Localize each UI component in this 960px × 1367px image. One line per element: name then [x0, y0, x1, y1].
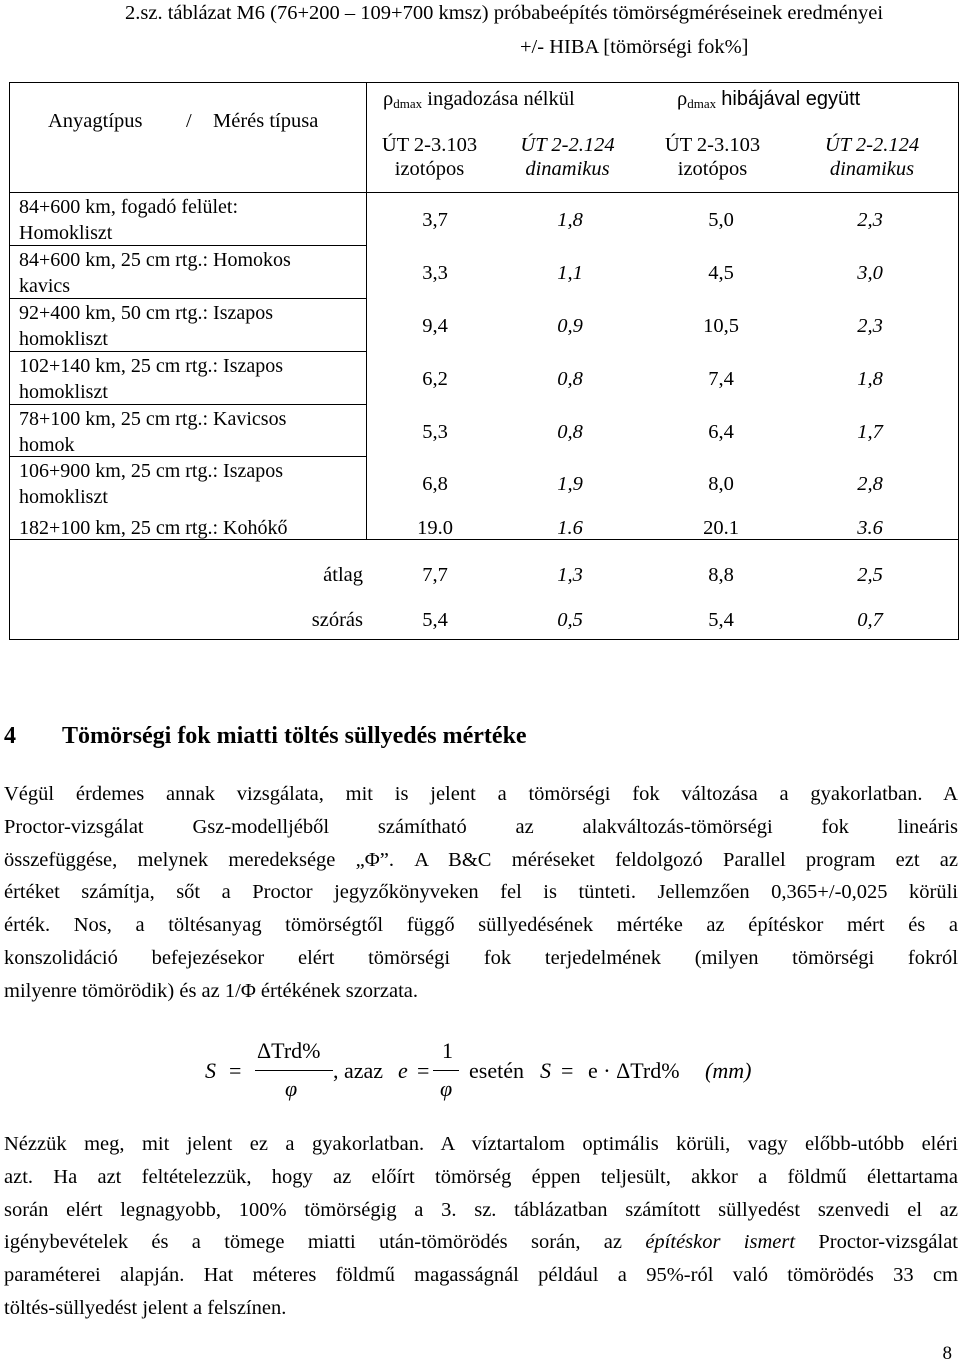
paragraph-line: értéket számítja, sőt a Proctor jegyzőkönyveken fel is tünteti. Jellemzően 0,365+/-0,025 körüli	[4, 881, 958, 904]
rho-subscript: dmax	[687, 96, 717, 111]
table-cell: 20.1	[703, 517, 739, 539]
formula-eseten: esetén	[469, 1058, 524, 1083]
koho-row-label: 182+100 km, 25 cm rtg.: Kohókő	[19, 517, 288, 539]
summary-label-szoras: szórás	[311, 609, 363, 631]
settlement-formula	[205, 1038, 765, 1108]
row-label: 84+600 km, fogadó felület: Homokliszt	[19, 196, 239, 244]
table-cell: 0,7	[857, 609, 883, 631]
formula-e: e	[398, 1058, 408, 1083]
rho-symbol: ρ	[383, 88, 394, 110]
table-cell: 1,9	[557, 473, 583, 495]
table-cell: 2,3	[857, 209, 883, 231]
formula-numerator-1: ΔTrd%	[257, 1038, 321, 1063]
formula-denominator-1: φ	[285, 1076, 298, 1101]
section-number: 4	[4, 723, 16, 749]
summary-label-atlag: átlag	[323, 564, 363, 586]
row-label: 78+100 km, 25 cm rtg.: Kavicsos homok	[19, 408, 287, 456]
table-cell: 0,5	[557, 609, 583, 631]
col-header-3	[655, 133, 770, 181]
table-cell: 1,8	[557, 209, 583, 231]
table-cell: 1,8	[857, 368, 883, 390]
formula-s: S	[205, 1058, 216, 1083]
group-header-2	[677, 87, 860, 116]
section-heading	[4, 723, 527, 750]
paragraph-line: Proctor-vizsgálat Gsz-modelljéből számítható az alakváltozás-tömörségi fok lineáris	[4, 815, 958, 838]
row-label: 102+140 km, 25 cm rtg.: Iszapos homokliszt	[19, 355, 284, 403]
table-cell: 10,5	[703, 315, 739, 337]
fraction-bar	[433, 1070, 459, 1071]
table-cell: 3.6	[857, 517, 883, 539]
rho-subscript: dmax	[393, 96, 423, 111]
col-header-2	[510, 133, 625, 181]
section-title: Tömörségi fok miatti töltés süllyedés mértéke	[62, 723, 527, 749]
formula-equals-3: =	[561, 1058, 574, 1083]
table-cell: 1,3	[557, 564, 583, 586]
table-cell: 3,7	[422, 209, 448, 231]
formula-denominator-2: φ	[440, 1076, 453, 1101]
formula-equals: =	[229, 1058, 242, 1083]
col-header-standard: ÚT 2-3.103	[664, 134, 761, 156]
group-header-2-text: hibájával együtt	[721, 88, 861, 110]
table-cell: 0,8	[557, 421, 583, 443]
col-header-method: izotópos	[394, 158, 465, 180]
fraction-bar	[255, 1070, 333, 1071]
formula-equals-2: =	[417, 1058, 430, 1083]
table-cell: 2,5	[857, 564, 883, 586]
paragraph-line: töltés-süllyedést jelent a felszínen.	[4, 1296, 287, 1319]
table-cell: 2,3	[857, 315, 883, 337]
formula-rhs: e · ΔTrd%	[588, 1058, 680, 1083]
paragraph-line: azt. Ha azt feltételezzük, hogy az előírt tömörség éppen teljesült, akkor a földmű élettartama	[4, 1165, 958, 1188]
paragraph-line: milyenre tömörödik) és az 1/Φ értékének szorzata.	[4, 979, 418, 1002]
table-cell: 6,4	[708, 421, 734, 443]
table-cell: 2,8	[857, 473, 883, 495]
table-cell: 7,4	[708, 368, 734, 390]
row-label: 106+900 km, 25 cm rtg.: Iszapos homokliszt	[19, 460, 284, 508]
paragraph-line	[4, 1226, 958, 1259]
hiba-header: +/- HIBA [tömörségi fok%]	[520, 36, 749, 58]
corner-meres-tipusa: Mérés típusa	[213, 110, 319, 132]
line4-italic: építéskor ismert	[645, 1231, 796, 1254]
table-cell: 8,0	[708, 473, 734, 495]
page-number: 8	[942, 1343, 952, 1364]
row-label: 92+400 km, 50 cm rtg.: Iszapos homokliszt	[19, 302, 274, 350]
paragraph-1	[4, 778, 958, 1008]
formula-azaz: , azaz	[333, 1058, 384, 1083]
formula-numerator-2: 1	[442, 1038, 453, 1063]
col-header-method: izotópos	[677, 158, 748, 180]
rho-symbol: ρ	[677, 88, 688, 110]
paragraph-line: érték. Nos, a töltésanyag tömörségtől függő süllyedésének mértéke az építéskor mért és a	[4, 914, 958, 937]
table-caption: 2.sz. táblázat M6 (76+200 – 109+700 kmsz) próbabeépítés tömörségméréseinek eredményei	[125, 2, 884, 24]
col-header-1	[372, 133, 487, 181]
col-header-4	[812, 133, 932, 181]
table-cell: 5,4	[708, 609, 734, 631]
table-cell: 1,1	[557, 262, 583, 284]
formula-unit: (mm)	[705, 1058, 752, 1083]
group-header-1	[383, 87, 575, 116]
paragraph-line: paraméterei alapján. Hat méteres földmű magasságnál például a 95%-ról való tömörödés 33 cm	[4, 1264, 958, 1287]
col-header-method: dinamikus	[525, 158, 610, 180]
col-header-standard: ÚT 2-2.124	[824, 134, 920, 156]
paragraph-line: összefüggése, melynek meredeksége „Φ”. A B&C méréseket feldolgozó Parallel program ezt az	[4, 848, 958, 871]
table-divider	[366, 82, 367, 539]
col-header-standard: ÚT 2-3.103	[381, 134, 478, 156]
formula-s-2: S	[540, 1058, 551, 1083]
table-header-rule	[9, 192, 959, 193]
paragraph-line: konszolidáció befejezésekor elért tömörségi fok terjedelmének (milyen tömörségi fokról	[4, 946, 958, 969]
row-label: 84+600 km, 25 cm rtg.: Homokos kavics	[19, 249, 291, 297]
paragraph-line: Nézzük meg, mit jelent ez a gyakorlatban. A víztartalom optimális körüli, vagy előbb-utóbb eléri	[4, 1133, 958, 1155]
table-cell: 1,7	[857, 421, 883, 443]
paragraph-line: során elért legnagyobb, 100% tömörségig a 3. sz. táblázatban számított süllyedést szenvedi el az	[4, 1198, 958, 1221]
paragraph-2	[4, 1128, 958, 1325]
table-cell: 5,0	[708, 209, 734, 231]
line4-post: Proctor-vizsgálat	[818, 1231, 958, 1254]
table-cell: 4,5	[708, 262, 734, 284]
line4-pre: igénybevételek és a tömege miatti után-tömörödés során, az	[4, 1231, 623, 1254]
table-cell: 6,2	[422, 368, 448, 390]
table-cell: 8,8	[708, 564, 734, 586]
group-header-1-text: ingadozása nélkül	[427, 88, 575, 110]
table-cell: 0,9	[557, 315, 583, 337]
table-cell: 5,3	[422, 421, 448, 443]
table-cell: 19.0	[417, 517, 453, 539]
corner-slash: /	[186, 110, 192, 132]
col-header-standard: ÚT 2-2.124	[520, 134, 615, 156]
table-cell: 6,8	[422, 473, 448, 495]
table-cell: 1.6	[557, 517, 583, 539]
paragraph-line: Végül érdemes annak vizsgálata, mit is jelent a tömörségi fok változása a gyakorlatban. A	[4, 783, 958, 805]
table-cell: 3,0	[857, 262, 883, 284]
table-cell: 7,7	[422, 564, 448, 586]
table-cell: 5,4	[422, 609, 448, 631]
table-cell: 9,4	[422, 315, 448, 337]
table-cell: 3,3	[422, 262, 448, 284]
table-cell: 0,8	[557, 368, 583, 390]
corner-anyagtipus: Anyagtípus	[48, 110, 143, 132]
col-header-method: dinamikus	[829, 158, 915, 180]
